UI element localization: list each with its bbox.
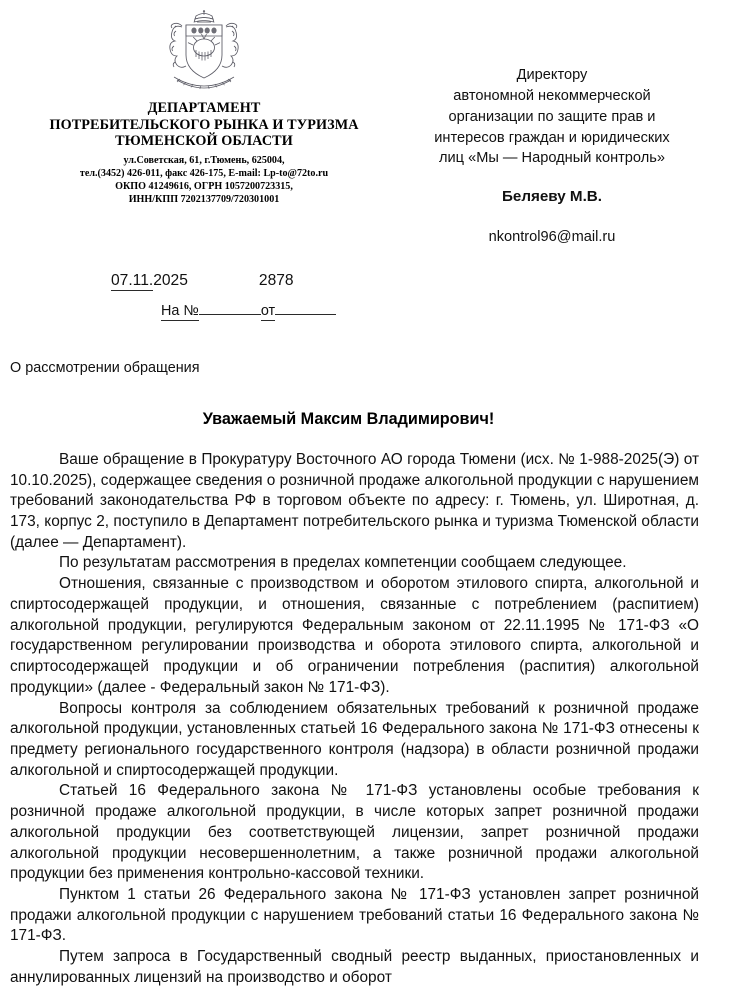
incoming-number-rule [199, 301, 261, 315]
addressee-org-line-1: автономной некоммерческой [453, 87, 651, 104]
registration-row-date [111, 272, 741, 290]
letter-date-year: 2025 [153, 271, 188, 289]
incoming-date-rule [275, 301, 336, 315]
addressee-block [400, 10, 712, 248]
addressee-org-line-3: интересов граждан и юридических [434, 129, 670, 146]
contact-inn-kpp: ИНН/КПП 7202137709/720301001 [128, 193, 280, 205]
letter-header [0, 0, 741, 248]
contact-phone-email: тел.(3452) 426-011, факс 426-175, E-mail: Lp-to@72to.ru [79, 167, 329, 179]
department-title-line-2: ПОТРЕБИТЕЛЬСКОГО РЫНКА И ТУРИЗМА [49, 116, 359, 133]
body-paragraph: Отношения, связанные с производством и оборотом этилового спирта, алкогольной и спиртосодержащей продукции, и отношения, связанные с потреблением (распитием) алкогольной продукции, регулируются Федеральным законом от 22.11.1995 № 171-ФЗ «О государственном регулировании производства и оборота этилового спирта, алкогольной и спиртосодержащей продукции и об ограничении потребления (распития) алкогольной продукции» (далее - Федеральный закон № 171-ФЗ). [10, 575, 699, 696]
letter-salutation: Уважаемый Максим Владимирович! [202, 409, 495, 428]
incoming-date-label: от [260, 302, 276, 319]
body-paragraph: Статьей 16 Федерального закона № 171-ФЗ установлены особые требования к розничной продаже алкогольной продукции, в числе которых запрет розничной продажи алкогольной продукции без соответствующей лицензии, запрет розничной продажи алкогольной продукции несовершеннолетним, а также розничной продажи алкогольной продукции без применения контрольно-кассовой техники. [10, 782, 699, 883]
letter-date [111, 272, 188, 290]
department-title [34, 100, 374, 150]
body-paragraph: Путем запроса в Государственный сводный реестр выданных, приостановленных и аннулированных лицензий на производство и оборот [10, 948, 699, 986]
body-paragraph: По результатам рассмотрения в пределах компетенции сообщаем следующее. [59, 554, 627, 572]
addressee-role: Директору [516, 67, 588, 83]
addressee-email: nkontrol96@mail.ru [488, 229, 616, 246]
letter-subject: О рассмотрении обращения [10, 359, 200, 376]
department-title-line-3: ТЮМЕНСКОЙ ОБЛАСТИ [115, 133, 293, 150]
registration-block [0, 272, 741, 321]
incoming-number-label: На № [161, 302, 199, 319]
letter-body [0, 450, 741, 989]
contact-okpo-ogrn: ОКПО 41249616, ОГРН 1057200723315, [115, 180, 293, 192]
department-title-line-1: ДЕПАРТАМЕНТ [147, 100, 261, 116]
tyumen-oblast-coat-of-arms-icon [144, 10, 264, 94]
department-contacts [39, 155, 369, 207]
letter-outgoing-number: 2878 [258, 271, 294, 289]
addressee-org-line-4: лиц «Мы — Народный контроль» [439, 150, 665, 167]
body-paragraph: Вопросы контроля за соблюдением обязательных требований к розничной продаже алкогольной продукции, установленных статьей 16 Федерального закона № 171-ФЗ отнесены к предмету регионального государственного контроля (надзора) в области розничной продажи алкогольной и спиртосодержащей продукции. [10, 699, 699, 779]
registration-row-incoming [111, 301, 741, 321]
contact-address: ул.Советская, 61, г.Тюмень, 625004, [123, 154, 285, 166]
body-paragraph: Пунктом 1 статьи 26 Федерального закона № 171-ФЗ установлен запрет розничной продажи алкогольной продукции с нарушением требований статьи 16 Федерального закона № 171-ФЗ. [10, 885, 699, 945]
addressee-name: Беляеву М.В. [501, 188, 602, 206]
letter-date-underlined: 07.11. [111, 271, 154, 289]
letterhead-block [0, 10, 400, 206]
body-paragraph: Ваше обращение в Прокуратуру Восточного АО города Тюмени (исх. № 1-988-2025(Э) от 10.10.2025), содержащее сведения о розничной продаже алкогольной продукции с нарушением требований законодательства РФ в торговом объекте по адресу: г. Тюмень, ул. Широтная, д. 173, корпус 2, поступило в Департамент потребительского рынка и туризма Тюменской области (далее — Департамент). [10, 450, 699, 551]
addressee-org-line-2: организации по защите прав и [448, 108, 656, 125]
